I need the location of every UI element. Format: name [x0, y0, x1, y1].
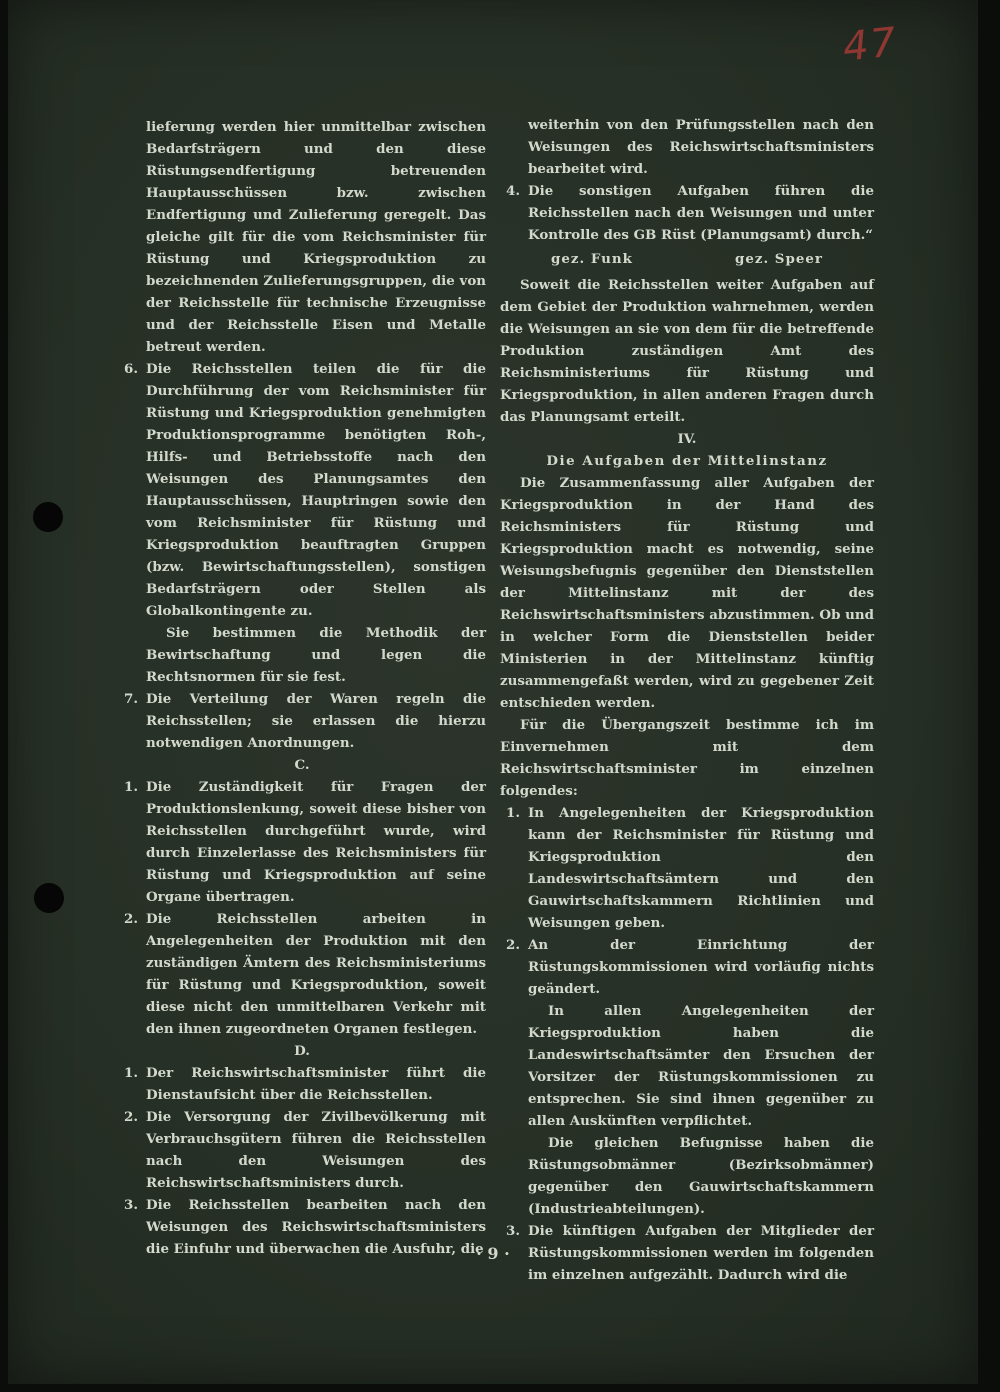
list-item-d2 — [118, 1106, 486, 1194]
list-number: 2. — [124, 911, 138, 927]
list-item-4 — [500, 180, 874, 246]
left-column — [118, 116, 486, 1260]
list-item-text: Die Reichsstellen arbeiten in Angelegenheiten der Produktion mit den zuständigen Ämtern des Reichsministeriums für Rüstung und Kriegsproduktion, soweit diese nicht den unmittelbaren Verkehr mit den ihnen zugeordneten Organen festlegen. — [146, 911, 486, 1037]
list-number: 4. — [506, 183, 520, 199]
punch-hole-bottom — [34, 883, 64, 913]
paragraph: Für die Übergangszeit bestimme ich im Einvernehmen mit dem Reichswirtschaftsminister im einzelnen folgendes: — [500, 717, 874, 799]
paragraph: Soweit die Reichsstellen weiter Aufgaben auf dem Gebiet der Produktion wahrnehmen, werden die Weisungen an sie von dem für die betreffende Produktion zuständigen Amt des Reichsministeriums für Rüstung und Kriegsproduktion, in allen anderen Fragen durch das Planungsamt erteilt. — [500, 277, 874, 425]
list-item-text: Die sonstigen Aufgaben führen die Reichsstellen nach den Weisungen und unter Kontrolle des GB Rüst (Planungsamt) durch.“ — [528, 183, 874, 243]
right-continuation: weiterhin von den Prüfungsstellen nach den Weisungen des Reichswirtschaftsministers bearbeitet wird. — [528, 117, 874, 177]
document-page — [8, 0, 978, 1384]
list-item-r1 — [500, 802, 874, 934]
list-item-c2 — [118, 908, 486, 1040]
list-item-d1 — [118, 1062, 486, 1106]
list-item-text: Die Reichsstellen bearbeiten nach den Weisungen des Reichswirtschaftsministers die Einfuhr und überwachen die Ausfuhr, die — [146, 1197, 486, 1257]
left-intro-paragraph: lieferung werden hier unmittelbar zwischen Bedarfsträgern und den diese Rüstungsendfertigung betreuenden Hauptausschüssen bzw. zwischen Endfertigung und Zulieferung geregelt. Das gleiche gilt für die vom Reichsminister für Rüstung und Kriegsproduktion zu bezeichnenden Zulieferungsgruppen, die von der Reichsstelle für technische Erzeugnisse und der Reichsstelle Eisen und Metalle betreut werden. — [146, 119, 486, 355]
list-item-text: Die künftigen Aufgaben der Mitglieder der Rüstungskommissionen werden im folgenden im einzelnen aufgezählt. Dadurch wird die — [528, 1223, 874, 1283]
list-item-c1 — [118, 776, 486, 908]
handwritten-page-number: 47 — [840, 19, 901, 71]
list-number: 3. — [506, 1223, 520, 1239]
signature-funk: gez. Funk — [551, 251, 633, 267]
list-item-7 — [118, 688, 486, 754]
list-item-text: In Angelegenheiten der Kriegsproduktion kann der Reichsminister für Rüstung und Kriegsproduktion den Landeswirtschaftsämtern und den Gauwirtschaftskammern Richtlinien und Weisungen geben. — [528, 805, 874, 931]
paragraph: Die Zusammenfassung aller Aufgaben der Kriegsproduktion in der Hand des Reichsministers für Rüstung und Kriegsproduktion macht es notwendig, seine Weisungsbefugnis gegenüber den Dienststellen der Mittelinstanz mit der des Reichswirtschaftsministers abzustimmen. Ob und in welcher Form die Dienststellen beider Ministerien in der Mittelinstanz künftig zusammengefaßt werden, wird zu gegebener Zeit entschieden werden. — [500, 475, 874, 711]
list-item-text: Die Verteilung der Waren regeln die Reichsstellen; sie erlassen die hierzu notwendigen Anordnungen. — [146, 691, 486, 751]
section-heading-d: D. — [294, 1043, 310, 1059]
list-number: 3. — [124, 1197, 138, 1213]
right-column — [500, 114, 874, 1286]
list-item-text: Der Reichswirtschaftsminister führt die Dienstaufsicht über die Reichsstellen. — [146, 1065, 486, 1103]
list-item-text: An der Einrichtung der Rüstungskommissionen wird vorläufig nichts geändert. — [528, 937, 874, 997]
list-item-6 — [118, 358, 486, 688]
list-number: 6. — [124, 361, 138, 377]
list-item-paragraph: Sie bestimmen die Methodik der Bewirtschaftung und legen die Rechtsnormen für sie fest. — [146, 625, 486, 685]
list-number: 2. — [124, 1109, 138, 1125]
signature-speer: gez. Speer — [734, 251, 823, 267]
page-number: · 9 · — [476, 1244, 510, 1263]
section-heading-iv: IV. — [677, 431, 697, 447]
list-item-paragraph: Die gleichen Befugnisse haben die Rüstungsobmänner (Bezirksobmänner) gegenüber den Gauwirtschaftskammern (Industrieabteilungen). — [528, 1135, 874, 1217]
list-item-paragraph: In allen Angelegenheiten der Kriegsproduktion haben die Landeswirtschaftsämter den Ersuchen der Vorsitzer der Rüstungskommissionen zu entsprechen. Sie sind ihnen gegenüber zu allen Auskünften verpflichtet. — [528, 1003, 874, 1129]
list-item-r2 — [500, 934, 874, 1220]
list-number: 2. — [506, 937, 520, 953]
list-item-text: Die Zuständigkeit für Fragen der Produktionslenkung, soweit diese bisher von Reichsstellen durchgeführt wurde, wird durch Einzelerlasse des Reichsministers für Rüstung und Kriegsproduktion auf seine Organe übertragen. — [146, 779, 486, 905]
list-number: 1. — [124, 1065, 138, 1081]
list-number: 1. — [506, 805, 520, 821]
section-title: Die Aufgaben der Mittelinstanz — [546, 453, 828, 469]
section-heading-c: C. — [294, 757, 310, 773]
list-number: 1. — [124, 779, 138, 795]
list-item-text: Die Versorgung der Zivilbevölkerung mit Verbrauchsgütern führen die Reichsstellen nach den Weisungen des Reichswirtschaftsministers durch. — [146, 1109, 486, 1191]
signatures — [500, 248, 874, 270]
list-item-text: Die Reichsstellen teilen die für die Durchführung der vom Reichsminister für Rüstung und Kriegsproduktion genehmigten Produktionsprogramme benötigten Roh-, Hilfs- und Betriebsstoffe nach den Weisungen des Planungsamtes den Hauptausschüssen, Hauptringen sowie den vom Reichsminister für Rüstung und Kriegsproduktion beauftragten Gruppen (bzw. Bewirtschaftungsstellen), sonstigen Bedarfsträgern oder Stellen als Globalkontingente zu. — [146, 361, 486, 619]
list-number: 7. — [124, 691, 138, 707]
punch-hole-top — [33, 502, 63, 532]
